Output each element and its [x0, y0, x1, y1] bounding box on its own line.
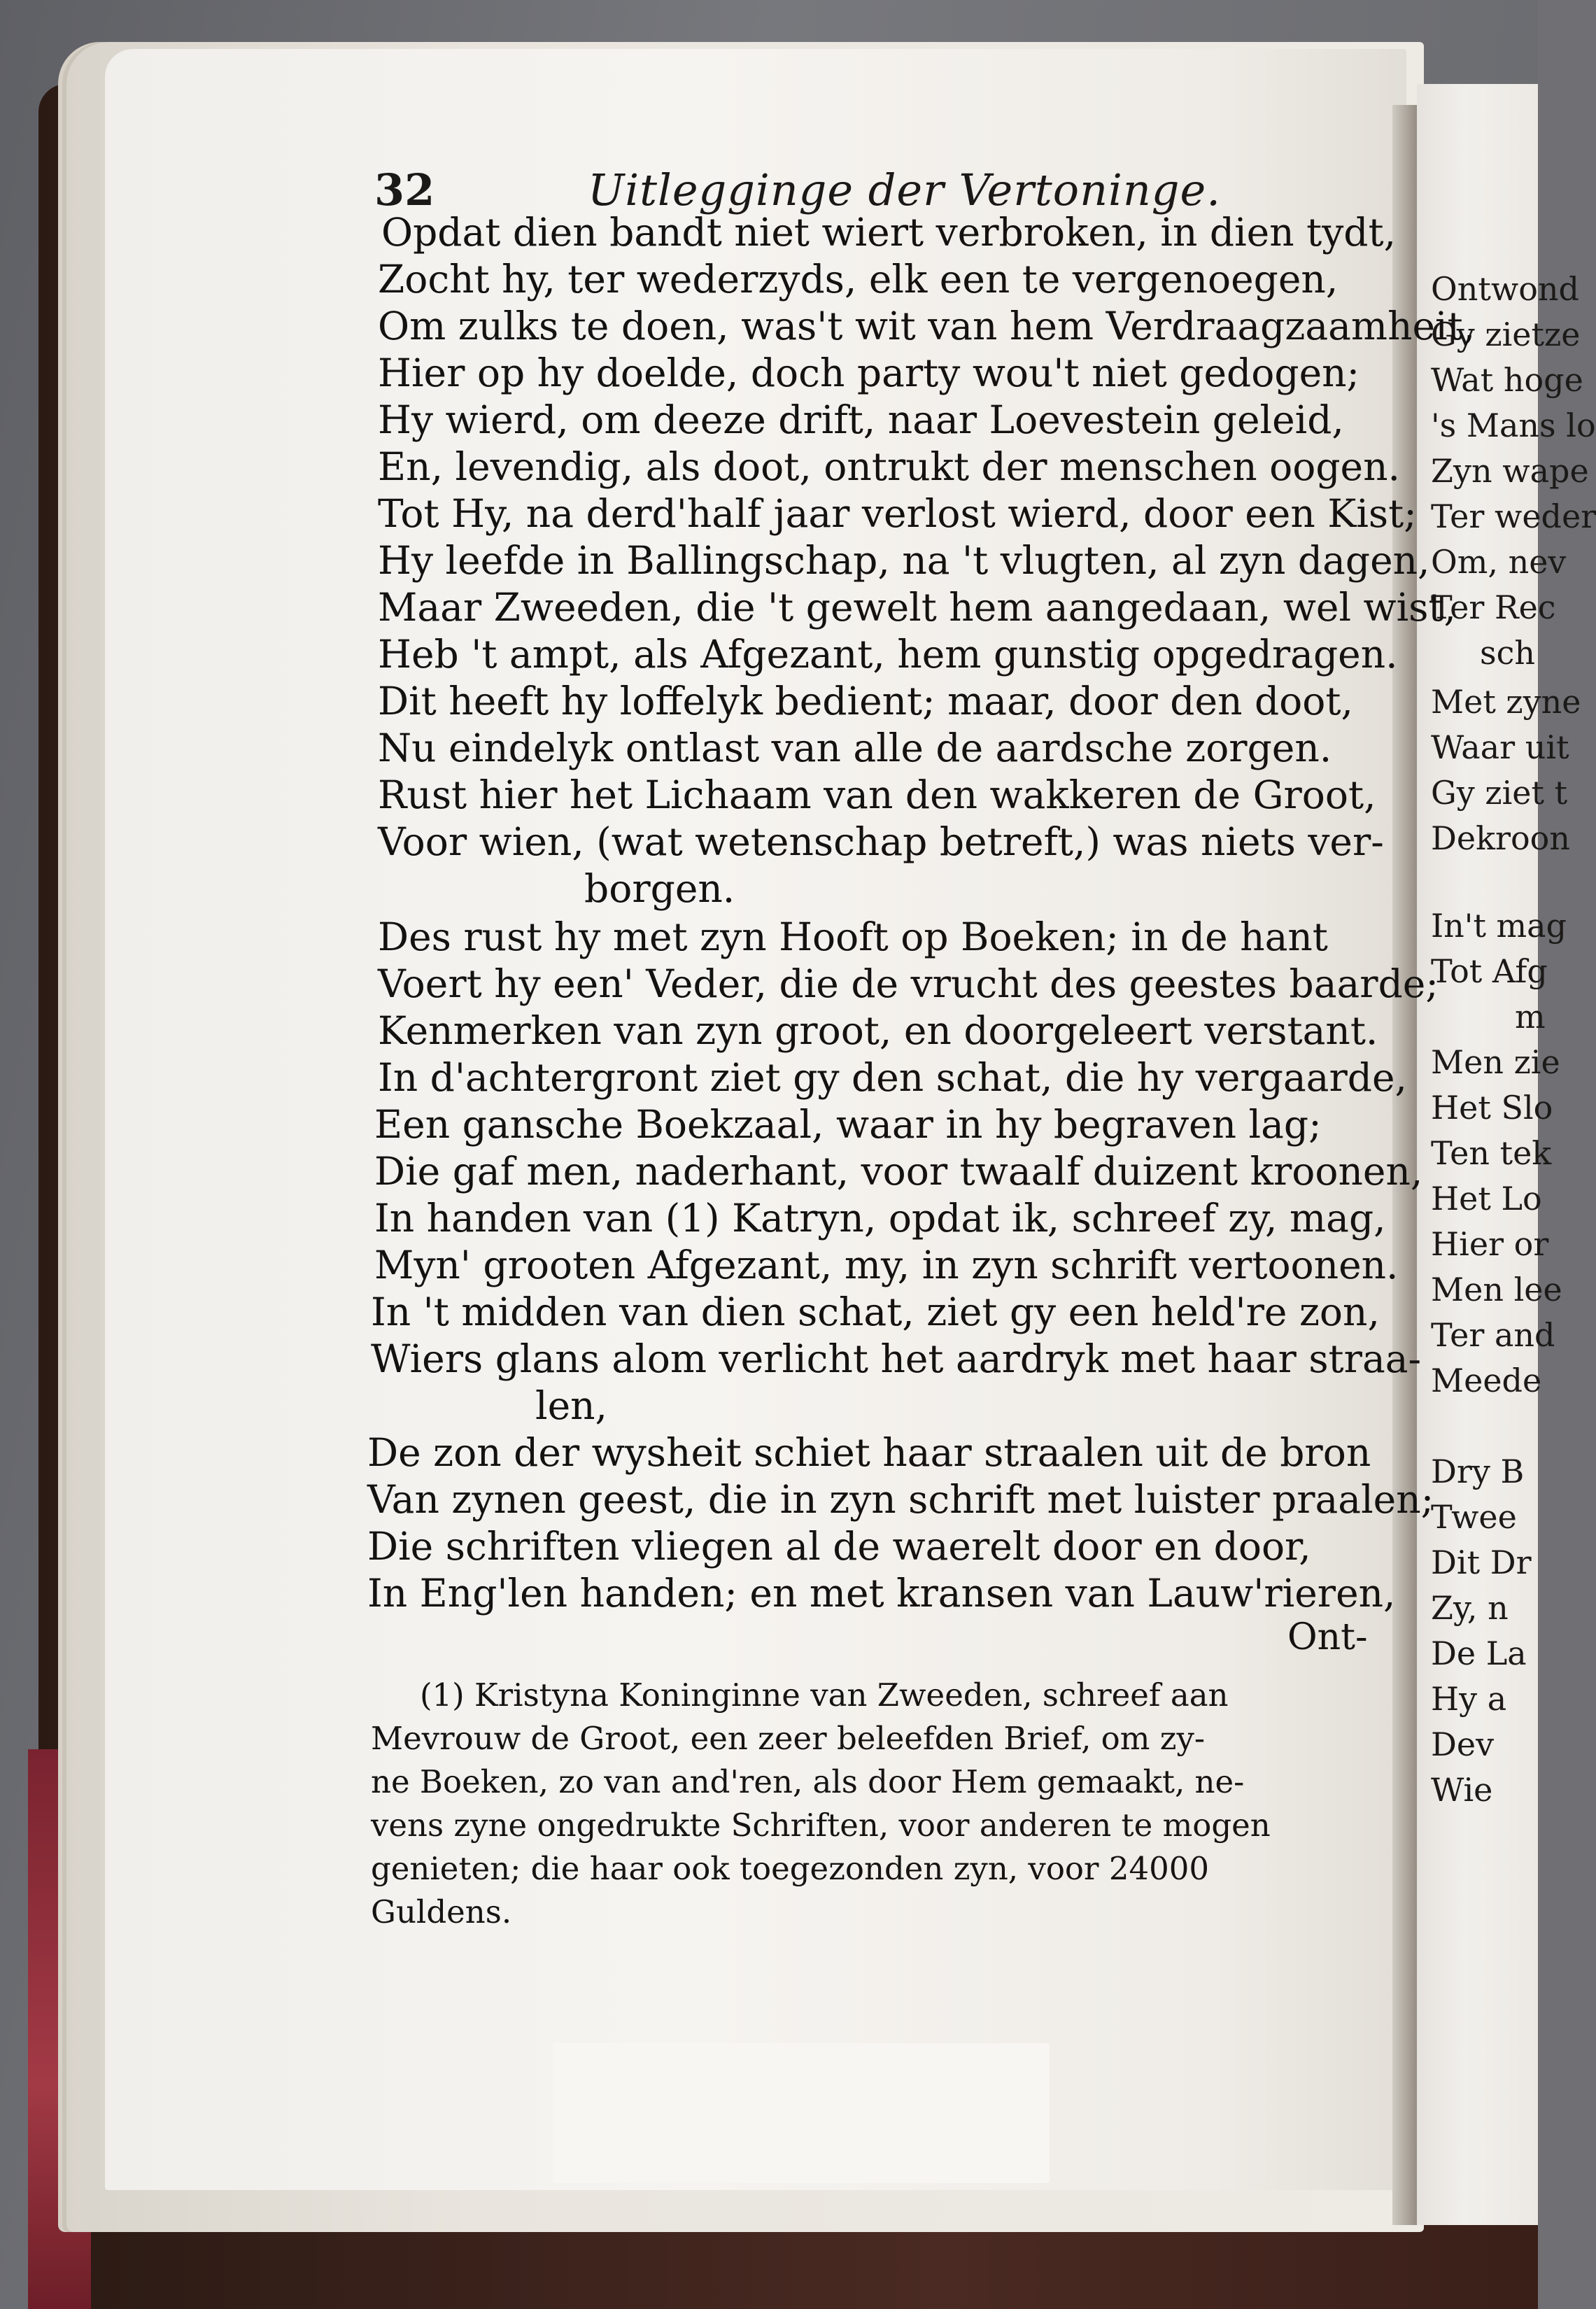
verse-line: Een gansche Boekzaal, waar in hy begraven lag;: [374, 1102, 1322, 1147]
verse-line: Van zynen geest, die in zyn schrift met luister praalen;: [367, 1477, 1434, 1522]
footnote-line: Guldens.: [371, 1893, 512, 1930]
facing-line: Zy, n: [1431, 1589, 1509, 1627]
verse-line: Hy wierd, om deeze drift, naar Loevestein geleid,: [378, 397, 1344, 442]
facing-line: Men lee: [1431, 1271, 1562, 1308]
facing-line: Waar uit: [1431, 728, 1569, 766]
facing-line: Ontwond: [1431, 270, 1579, 308]
right-page: [1417, 84, 1596, 2225]
verse-line: Maar Zweeden, die 't gewelt hem aangedaan, wel wist,: [378, 585, 1457, 630]
facing-line: Wat hoge: [1431, 361, 1583, 399]
footnote-line: ne Boeken, zo van and'ren, als door Hem gemaakt, ne-: [371, 1763, 1245, 1800]
verse-line: Die gaf men, naderhant, voor twaalf duizent kroonen,: [374, 1149, 1423, 1194]
facing-line: Om, nev: [1431, 543, 1567, 581]
verse-line: Die schriften vliegen al de waerelt door en door,: [367, 1524, 1311, 1569]
facing-line: m: [1515, 998, 1546, 1036]
verse-line: Dit heeft hy loffelyk bedient; maar, door den doot,: [378, 679, 1353, 723]
verse-line: Nu eindelyk ontlast van alle de aardsche zorgen.: [378, 726, 1332, 770]
facing-line: Dekroon: [1431, 819, 1570, 857]
verse-line: Kenmerken van zyn groot, en doorgeleert verstant.: [378, 1008, 1378, 1053]
facing-line: Ter Rec: [1431, 588, 1556, 626]
verse-line: Voor wien, (wat wetenschap betreft,) was niets ver-: [378, 819, 1384, 864]
verse-line: Wiers glans alom verlicht het aardryk met haar straa-: [371, 1336, 1422, 1381]
verse-line: borgen.: [584, 866, 735, 911]
footnote-line: (1) Kristyna Koninginne van Zweeden, schreef aan: [420, 1676, 1229, 1714]
verse-line: len,: [535, 1383, 608, 1428]
verse-line: Hy leefde in Ballingschap, na 't vlugten, al zyn dagen,: [378, 538, 1430, 583]
facing-line: sch: [1480, 634, 1535, 672]
footnote-line: Mevrouw de Groot, een zeer beleefden Brief, om zy-: [371, 1720, 1206, 1757]
verse-line: Zocht hy, ter wederzyds, elk een te vergenoegen,: [378, 257, 1339, 302]
facing-line: Zyn wape: [1431, 452, 1589, 490]
catchword: Ont-: [1287, 1616, 1368, 1658]
verse-line: In handen van (1) Katryn, opdat ik, schreef zy, mag,: [374, 1196, 1386, 1241]
facing-line: Wie: [1431, 1771, 1493, 1809]
verse-line: Rust hier het Lichaam van den wakkeren de Groot,: [378, 772, 1376, 817]
verse-line: In Eng'len handen; en met kransen van Lauw'rieren,: [367, 1571, 1396, 1616]
facing-line: De La: [1431, 1634, 1527, 1672]
facing-line: Hier or: [1431, 1225, 1549, 1263]
facing-line: Het Lo: [1431, 1180, 1542, 1217]
facing-line: Twee: [1431, 1498, 1517, 1536]
facing-line: Ten tek: [1431, 1134, 1552, 1172]
verse-line: Des rust hy met zyn Hooft op Boeken; in de hant: [378, 915, 1328, 959]
verse-line: Heb 't ampt, als Afgezant, hem gunstig opgedragen.: [378, 632, 1398, 677]
verse-line: Voert hy een' Veder, die de vrucht des geestes baarde;: [378, 961, 1439, 1006]
running-head: Uitlegginge der Vertoninge.: [588, 164, 1221, 216]
blank-label: [553, 2043, 1050, 2183]
page-number: 32: [374, 164, 435, 216]
verse-line: De zon der wysheit schiet haar straalen uit de bron: [367, 1430, 1371, 1475]
verse-line: In 't midden van dien schat, ziet gy een held're zon,: [371, 1290, 1380, 1334]
verse-line: In d'achtergront ziet gy den schat, die hy vergaarde,: [378, 1055, 1408, 1100]
facing-line: Het Slo: [1431, 1089, 1553, 1127]
facing-line: Ter and: [1431, 1316, 1555, 1354]
facing-line: Ter weder: [1431, 497, 1596, 535]
facing-line: Dit Dr: [1431, 1544, 1532, 1581]
facing-line: Tot Afg: [1431, 952, 1548, 990]
facing-line: Meede: [1431, 1362, 1542, 1399]
facing-line: 's Mans lo: [1431, 407, 1596, 444]
facing-line: Men zie: [1431, 1043, 1560, 1081]
facing-line: Gy ziet t: [1431, 774, 1568, 812]
facing-line: Dry B: [1431, 1453, 1525, 1490]
verse-line: Tot Hy, na derd'half jaar verlost wierd, door een Kist;: [378, 491, 1417, 536]
verse-line: Opdat dien bandt niet wiert verbroken, in dien tydt,: [381, 210, 1397, 255]
facing-line: Met zyne: [1431, 683, 1581, 721]
verse-line: En, levendig, als doot, ontrukt der menschen oogen.: [378, 444, 1400, 489]
verse-line: Myn' grooten Afgezant, my, in zyn schrift vertoonen.: [374, 1243, 1399, 1287]
facing-line: Hy a: [1431, 1680, 1507, 1718]
facing-line: In't mag: [1431, 907, 1567, 945]
facing-line: Gy zietze: [1431, 316, 1581, 353]
footnote-line: genieten; die haar ook toegezonden zyn, voor 24000: [371, 1850, 1209, 1887]
verse-line: Hier op hy doelde, doch party wou't niet gedogen;: [378, 351, 1360, 395]
facing-line: Dev: [1431, 1725, 1495, 1763]
footnote-line: vens zyne ongedrukte Schriften, voor anderen te mogen: [371, 1807, 1271, 1844]
verse-line: Om zulks te doen, was't wit van hem Verdraagzaamheit,: [378, 304, 1476, 348]
